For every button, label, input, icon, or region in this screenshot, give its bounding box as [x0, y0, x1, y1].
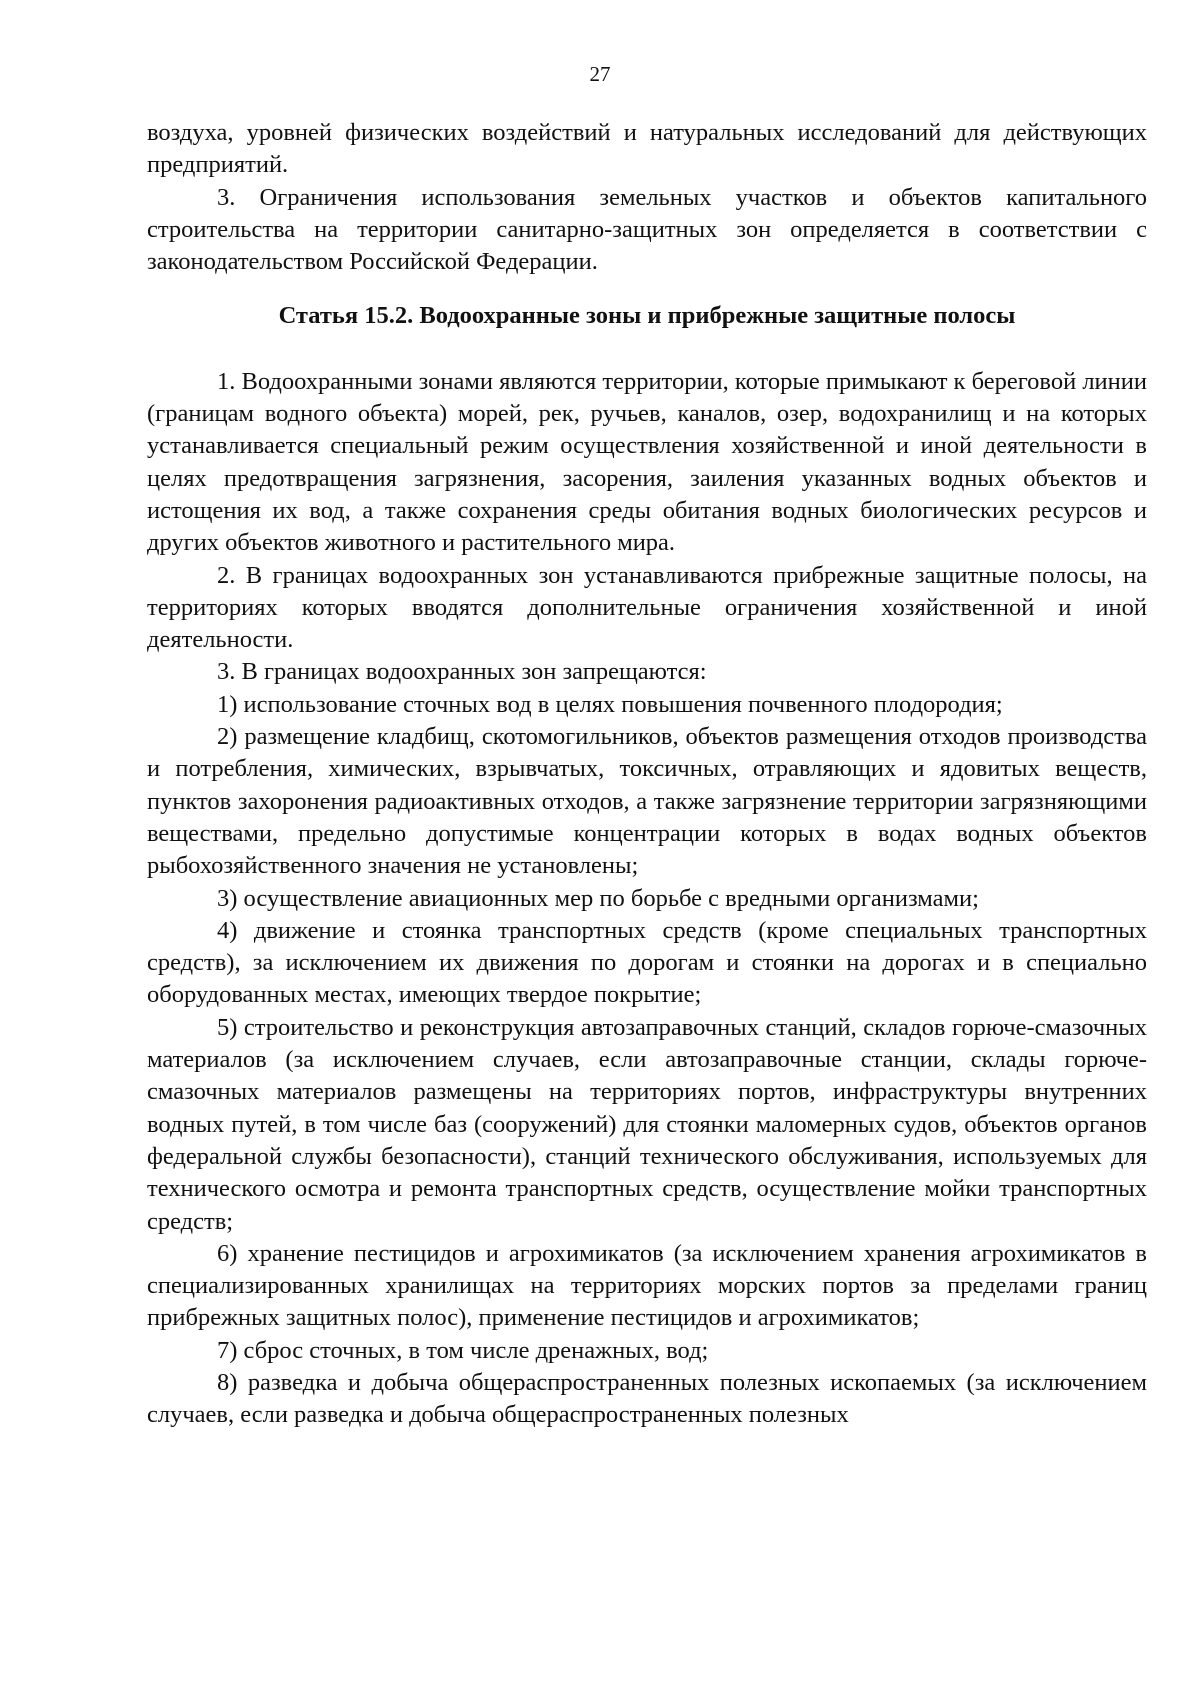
paragraph-2: 2. В границах водоохранных зон устанавливаются прибрежные защитные полосы, на территориях которых вводятся дополнительные ограничения хозяйственной и иной деятельности.: [147, 561, 1147, 654]
list-item-1: 1) использование сточных вод в целях повышения почвенного плодородия;: [217, 690, 1003, 718]
list-item-7: 7) сброс сточных, в том числе дренажных, вод;: [217, 1336, 709, 1364]
section-title: Статья 15.2. Водоохранные зоны и прибрежные защитные полосы: [278, 302, 1016, 330]
list-item-3: 3) осуществление авиационных мер по борьбе с вредными организмами;: [217, 884, 979, 912]
list-item-6: 6) хранение пестицидов и агрохимикатов (за исключением хранения агрохимикатов в специализированных хранилищах на территориях морских портов за пределами границ прибрежных защитных полос), применение пестицидов и агрохимикатов;: [147, 1239, 1147, 1332]
paragraph-continuation: воздуха, уровней физических воздействий и натуральных исследований для действующих предприятий.: [147, 119, 1147, 179]
paragraph-1: 1. Водоохранными зонами являются территории, которые примыкают к береговой линии (границам водного объекта) морей, рек, ручьев, каналов, озер, водохранилищ и на которых устанавливается специальный режим осуществления хозяйственной и иной деятельности в целях предотвращения загрязнения, засорения, заиления указанных водных объектов и истощения их вод, а также сохранения среды обитания водных биологических ресурсов и других объектов животного и растительного мира.: [147, 367, 1147, 557]
list-item-8: 8) разведка и добыча общераспространенных полезных ископаемых (за исключением случаев, если разведка и добыча общераспространенных полезных: [147, 1368, 1147, 1429]
document-body: [147, 117, 1147, 1432]
paragraph-sanitary-zone-restrictions: 3. Ограничения использования земельных участков и объектов капитального строительства на территории санитарно-защитных зон определяется в соответствии с законодательством Российской Федерации.: [147, 183, 1147, 276]
list-item-4: 4) движение и стоянка транспортных средств (кроме специальных транспортных средств), за исключением их движения по дорогам и стоянки на дорогах и в специально оборудованных местах, имеющих твердое покрытие;: [147, 916, 1147, 1009]
page-number: 27: [589, 62, 611, 86]
list-item-2: 2) размещение кладбищ, скотомогильников, объектов размещения отходов производства и потребления, химических, взрывчатых, токсичных, отравляющих и ядовитых веществ, пунктов захоронения радиоактивных отходов, а также загрязнение территории загрязняющими веществами, предельно допустимые концентрации которых в водах водных объектов рыбохозяйственного значения не установлены;: [147, 723, 1147, 880]
list-item-5: 5) строительство и реконструкция автозаправочных станций, складов горюче-смазочных материалов (за исключением случаев, если автозаправочные станции, склады горюче-смазочных материалов размещены на территориях портов, инфраструктуры внутренних водных путей, в том числе баз (сооружений) для стоянки маломерных судов, объектов органов федеральной службы безопасности), станций технического обслуживания, используемых для технического осмотра и ремонта транспортных средств, осуществление мойки транспортных средств;: [147, 1013, 1147, 1235]
paragraph-3: 3. В границах водоохранных зон запрещаются:: [217, 658, 707, 686]
